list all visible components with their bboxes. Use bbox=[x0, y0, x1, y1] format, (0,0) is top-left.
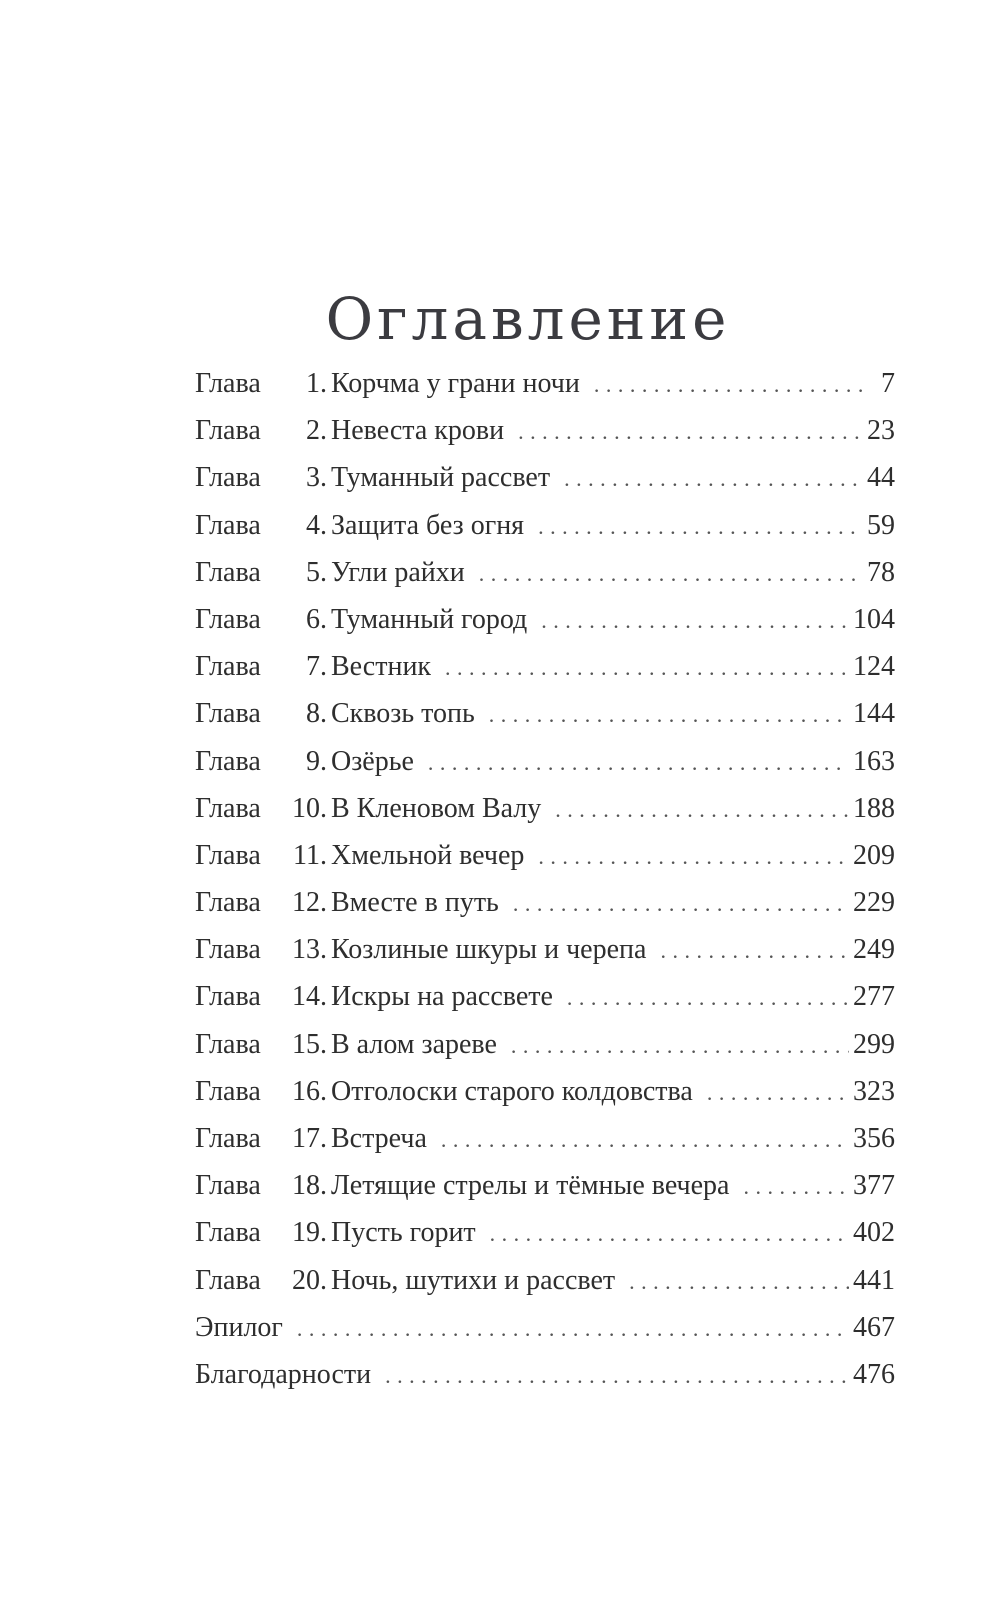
chapter-title: Пусть горит bbox=[331, 1217, 476, 1249]
chapter-label: Глава bbox=[195, 415, 261, 447]
toc-entry-chapter-1[interactable] bbox=[195, 368, 895, 415]
chapter-label: Глава bbox=[195, 1075, 261, 1107]
chapter-label: Глава bbox=[195, 1217, 261, 1249]
toc-entry-chapter-2[interactable] bbox=[195, 415, 895, 462]
page-number: 299 bbox=[853, 1028, 895, 1060]
page-title: Оглавление bbox=[325, 284, 731, 353]
toc-entry-chapter-17[interactable] bbox=[195, 1123, 895, 1170]
toc-entry-chapter-20[interactable] bbox=[195, 1265, 895, 1312]
dot-leader bbox=[489, 702, 849, 728]
chapter-label: Глава bbox=[195, 698, 261, 730]
page-number: 78 bbox=[867, 556, 895, 588]
chapter-number: 13. bbox=[292, 934, 327, 966]
chapter-number: 8. bbox=[306, 698, 327, 730]
chapter-label: Глава bbox=[195, 368, 261, 399]
chapter-label: Глава bbox=[195, 839, 261, 871]
chapter-label: Глава bbox=[195, 745, 261, 777]
page-number: 277 bbox=[853, 981, 895, 1013]
chapter-title: Озёрье bbox=[331, 745, 414, 777]
page-number: 467 bbox=[853, 1311, 895, 1343]
chapter-number: 16. bbox=[292, 1075, 327, 1107]
chapter-number: 4. bbox=[306, 509, 327, 541]
dot-leader bbox=[629, 1269, 849, 1295]
dot-leader bbox=[541, 608, 849, 634]
dot-leader bbox=[743, 1174, 849, 1200]
dot-leader bbox=[479, 561, 863, 587]
chapter-label: Глава bbox=[195, 934, 261, 966]
dot-leader bbox=[564, 466, 863, 492]
page-number: 144 bbox=[853, 698, 895, 730]
chapter-label: Глава bbox=[195, 887, 261, 919]
chapter-title: Отголоски старого колдовства bbox=[331, 1075, 693, 1107]
chapter-number: 6. bbox=[306, 603, 327, 635]
chapter-number: 12. bbox=[292, 887, 327, 919]
chapter-title: Встреча bbox=[331, 1123, 427, 1154]
page-number: 356 bbox=[853, 1123, 895, 1154]
chapter-number: 14. bbox=[292, 981, 327, 1013]
toc-entry-chapter-3[interactable] bbox=[195, 462, 895, 509]
dot-leader bbox=[513, 891, 849, 917]
toc-entry-chapter-7[interactable] bbox=[195, 651, 895, 698]
dot-leader bbox=[555, 797, 849, 823]
toc-entry-chapter-6[interactable] bbox=[195, 604, 895, 651]
chapter-number: 17. bbox=[292, 1123, 327, 1154]
chapter-title: Угли райхи bbox=[331, 556, 465, 588]
chapter-number: 3. bbox=[306, 462, 327, 494]
chapter-label: Глава bbox=[195, 462, 261, 494]
chapter-label: Глава bbox=[195, 1170, 261, 1202]
toc-entry-chapter-19[interactable] bbox=[195, 1217, 895, 1264]
chapter-title: Летящие стрелы и тёмные вечера bbox=[331, 1170, 730, 1202]
dot-leader bbox=[518, 419, 863, 445]
chapter-label: Глава bbox=[195, 603, 261, 635]
chapter-title: Туманный рассвет bbox=[331, 462, 551, 494]
chapter-title: В Кленовом Валу bbox=[331, 792, 542, 824]
chapter-label: Глава bbox=[195, 509, 261, 541]
page-number: 229 bbox=[853, 887, 895, 919]
dot-leader bbox=[511, 1033, 849, 1059]
toc-entry-chapter-16[interactable] bbox=[195, 1076, 895, 1123]
chapter-title: Вместе в путь bbox=[331, 887, 499, 919]
chapter-number: 10. bbox=[292, 792, 327, 824]
dot-leader bbox=[428, 750, 849, 776]
chapter-title: В алом зареве bbox=[331, 1028, 497, 1060]
chapter-label: Глава bbox=[195, 981, 261, 1013]
chapter-label: Глава bbox=[195, 1028, 261, 1060]
toc-entry-chapter-5[interactable] bbox=[195, 557, 895, 604]
dot-leader bbox=[445, 655, 849, 681]
chapter-title: Ночь, шутихи и рассвет bbox=[331, 1264, 616, 1296]
toc-entry-chapter-15[interactable] bbox=[195, 1029, 895, 1076]
chapter-number: 7. bbox=[306, 651, 327, 683]
chapter-label: Глава bbox=[195, 1264, 261, 1296]
toc-entry-chapter-18[interactable] bbox=[195, 1170, 895, 1217]
chapter-number: 18. bbox=[292, 1170, 327, 1202]
toc-entry-chapter-12[interactable] bbox=[195, 887, 895, 934]
page-number: 476 bbox=[853, 1358, 895, 1390]
toc-entry-chapter-13[interactable] bbox=[195, 934, 895, 981]
chapter-number: 5. bbox=[306, 556, 327, 588]
section-title: Эпилог bbox=[195, 1311, 283, 1343]
page-number: 249 bbox=[853, 934, 895, 966]
toc-entry-chapter-10[interactable] bbox=[195, 793, 895, 840]
toc-entry-chapter-11[interactable] bbox=[195, 840, 895, 887]
chapter-title: Невеста крови bbox=[331, 415, 505, 447]
chapter-title: Козлиные шкуры и черепа bbox=[331, 934, 647, 966]
dot-leader bbox=[297, 1316, 849, 1342]
page-number: 44 bbox=[867, 462, 895, 494]
page-number: 441 bbox=[853, 1264, 895, 1296]
chapter-title: Вестник bbox=[331, 651, 432, 683]
page-number: 402 bbox=[853, 1217, 895, 1249]
table-of-contents bbox=[195, 368, 895, 1406]
toc-entry-chapter-14[interactable] bbox=[195, 981, 895, 1028]
dot-leader bbox=[538, 514, 863, 540]
chapter-title: Туманный город bbox=[331, 603, 528, 635]
page-number: 163 bbox=[853, 745, 895, 777]
chapter-number: 2. bbox=[306, 415, 327, 447]
section-title: Благодарности bbox=[195, 1358, 372, 1390]
chapter-label: Глава bbox=[195, 1123, 261, 1154]
toc-entry-epilogue[interactable] bbox=[195, 1312, 895, 1359]
chapter-number: 11. bbox=[293, 839, 327, 871]
chapter-title: Корчма у грани ночи bbox=[331, 368, 580, 399]
page-number: 124 bbox=[853, 651, 895, 683]
chapter-label: Глава bbox=[195, 556, 261, 588]
chapter-number: 19. bbox=[292, 1217, 327, 1249]
chapter-title: Искры на рассвете bbox=[331, 981, 553, 1013]
chapter-label: Глава bbox=[195, 651, 261, 683]
chapter-label: Глава bbox=[195, 792, 261, 824]
chapter-number: 9. bbox=[306, 745, 327, 777]
dot-leader bbox=[538, 844, 849, 870]
page-number: 23 bbox=[867, 415, 895, 447]
page-number: 188 bbox=[853, 792, 895, 824]
toc-entry-chapter-9[interactable] bbox=[195, 746, 895, 793]
toc-entry-acknowledgements[interactable] bbox=[195, 1359, 895, 1406]
chapter-title: Сквозь топь bbox=[331, 698, 475, 730]
toc-entry-chapter-8[interactable] bbox=[195, 698, 895, 745]
chapter-title: Защита без огня bbox=[331, 509, 525, 541]
chapter-number: 20. bbox=[292, 1264, 327, 1296]
page-number: 377 bbox=[853, 1170, 895, 1202]
dot-leader bbox=[567, 985, 849, 1011]
chapter-title: Хмельной вечер bbox=[331, 839, 525, 871]
dot-leader bbox=[594, 372, 871, 398]
dot-leader bbox=[490, 1221, 849, 1247]
page-number: 209 bbox=[853, 839, 895, 871]
page-number: 59 bbox=[867, 509, 895, 541]
chapter-number: 1. bbox=[306, 368, 327, 399]
dot-leader bbox=[660, 938, 849, 964]
page-number: 104 bbox=[853, 603, 895, 635]
page-number: 323 bbox=[853, 1075, 895, 1107]
dot-leader bbox=[707, 1080, 849, 1106]
dot-leader bbox=[385, 1363, 849, 1389]
chapter-number: 15. bbox=[292, 1028, 327, 1060]
toc-entry-chapter-4[interactable] bbox=[195, 510, 895, 557]
dot-leader bbox=[441, 1127, 849, 1153]
page-number: 7 bbox=[881, 368, 895, 399]
